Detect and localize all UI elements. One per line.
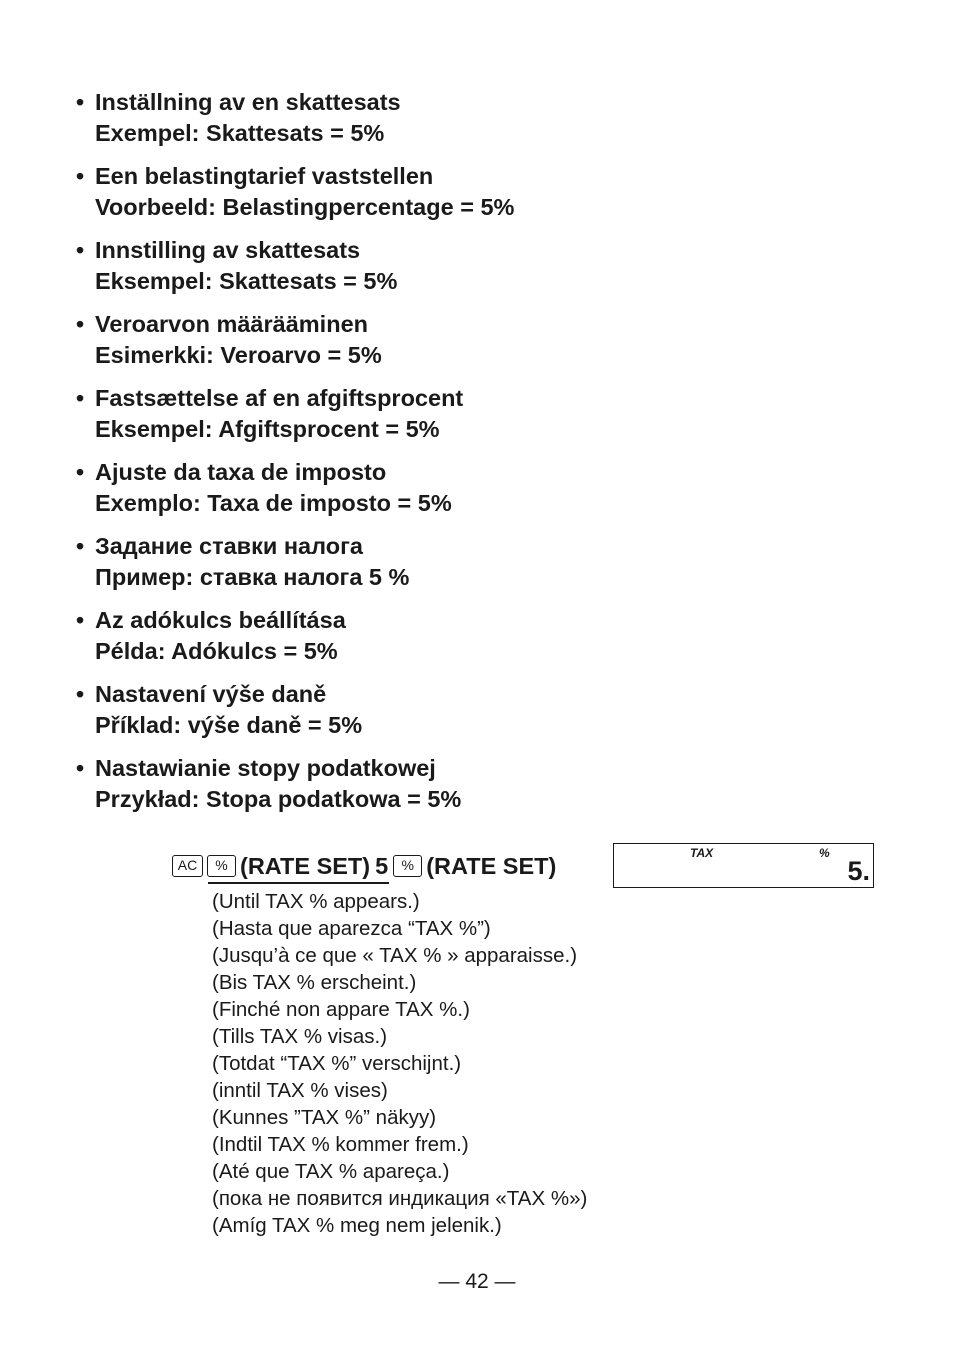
rate-set-label: (RATE SET) bbox=[426, 852, 557, 879]
bullet-item bbox=[76, 605, 776, 667]
bullet-item bbox=[76, 235, 776, 297]
note-line: (Bis TAX % erscheint.) bbox=[212, 971, 417, 994]
bullet-title: Nastavení výše daně bbox=[95, 681, 327, 707]
percent-key-icon: % bbox=[207, 855, 236, 877]
bullet-example: Příklad: výše daně = 5% bbox=[95, 712, 363, 738]
bullet-item bbox=[76, 309, 776, 371]
bullet-dot: • bbox=[76, 459, 85, 485]
bullet-example: Пример: ставка налога 5 % bbox=[95, 564, 410, 590]
bullet-dot: • bbox=[76, 163, 85, 189]
note-line: (Amíg TAX % meg nem jelenik.) bbox=[212, 1214, 502, 1237]
bullet-title: Ajuste da taxa de imposto bbox=[95, 459, 387, 485]
bullet-dot: • bbox=[76, 607, 85, 633]
bullet-item bbox=[76, 531, 776, 593]
note-line: (Até que TAX % apareça.) bbox=[212, 1160, 450, 1183]
bullet-example: Przykład: Stopa podatkowa = 5% bbox=[95, 786, 462, 812]
note-line: (Indtil TAX % kommer frem.) bbox=[212, 1133, 469, 1156]
bullet-dot: • bbox=[76, 237, 85, 263]
bullet-title: Fastsættelse af en afgiftsprocent bbox=[95, 385, 464, 411]
percent-key-icon: % bbox=[393, 855, 422, 877]
rate-set-label: (RATE SET) bbox=[240, 852, 371, 879]
note-line: (Kunnes ”TAX %” näkyy) bbox=[212, 1106, 437, 1129]
notes-list bbox=[212, 888, 587, 1239]
bullet-title: Veroarvon määrääminen bbox=[95, 311, 368, 337]
bullet-title: Inställning av en skattesats bbox=[95, 89, 401, 115]
bullet-dot: • bbox=[76, 311, 85, 337]
bullet-item bbox=[76, 383, 776, 445]
note-line: (Jusqu’à ce que « TAX % » apparaisse.) bbox=[212, 944, 578, 967]
key-hold-underline bbox=[208, 882, 389, 884]
note-line: (inntil TAX % vises) bbox=[212, 1079, 388, 1102]
tax-indicator: TAX bbox=[690, 846, 714, 860]
bullet-item bbox=[76, 87, 776, 149]
bullet-list bbox=[76, 87, 776, 827]
bullet-title: Az adókulcs beállítása bbox=[95, 607, 346, 633]
note-line: (Hasta que aparezca “TAX %”) bbox=[212, 917, 491, 940]
display-value: 5. bbox=[847, 856, 870, 886]
bullet-dot: • bbox=[76, 681, 85, 707]
bullet-example: Esimerkki: Veroarvo = 5% bbox=[95, 342, 382, 368]
bullet-dot: • bbox=[76, 533, 85, 559]
bullet-item bbox=[76, 753, 776, 815]
ac-key-icon: AC bbox=[172, 855, 203, 877]
bullet-dot: • bbox=[76, 385, 85, 411]
bullet-dot: • bbox=[76, 755, 85, 781]
bullet-example: Exemplo: Taxa de imposto = 5% bbox=[95, 490, 452, 516]
bullet-dot: • bbox=[76, 89, 85, 115]
digit-key-label: 5 bbox=[375, 852, 389, 879]
bullet-title: Задание ставки налога bbox=[95, 533, 363, 559]
note-line: (Totdat “TAX %” verschijnt.) bbox=[212, 1052, 462, 1075]
note-line: (пока не появится индикация «TAX %») bbox=[212, 1187, 588, 1210]
percent-indicator: % bbox=[819, 846, 830, 860]
note-line: (Tills TAX % visas.) bbox=[212, 1025, 388, 1048]
bullet-item bbox=[76, 679, 776, 741]
bullet-example: Eksempel: Afgiftsprocent = 5% bbox=[95, 416, 440, 442]
page-number: — 42 — bbox=[438, 1270, 516, 1293]
note-line: (Finché non appare TAX %.) bbox=[212, 998, 470, 1021]
bullet-title: Een belastingtarief vaststellen bbox=[95, 163, 434, 189]
bullet-title: Innstilling av skattesats bbox=[95, 237, 361, 263]
bullet-example: Példa: Adókulcs = 5% bbox=[95, 638, 338, 664]
bullet-example: Exempel: Skattesats = 5% bbox=[95, 120, 385, 146]
bullet-item bbox=[76, 457, 776, 519]
bullet-item bbox=[76, 161, 776, 223]
note-line: (Until TAX % appears.) bbox=[212, 890, 420, 913]
key-sequence bbox=[172, 850, 561, 882]
bullet-title: Nastawianie stopy podatkowej bbox=[95, 755, 436, 781]
bullet-example: Eksempel: Skattesats = 5% bbox=[95, 268, 398, 294]
bullet-example: Voorbeeld: Belastingpercentage = 5% bbox=[95, 194, 515, 220]
calculator-display bbox=[613, 843, 874, 888]
